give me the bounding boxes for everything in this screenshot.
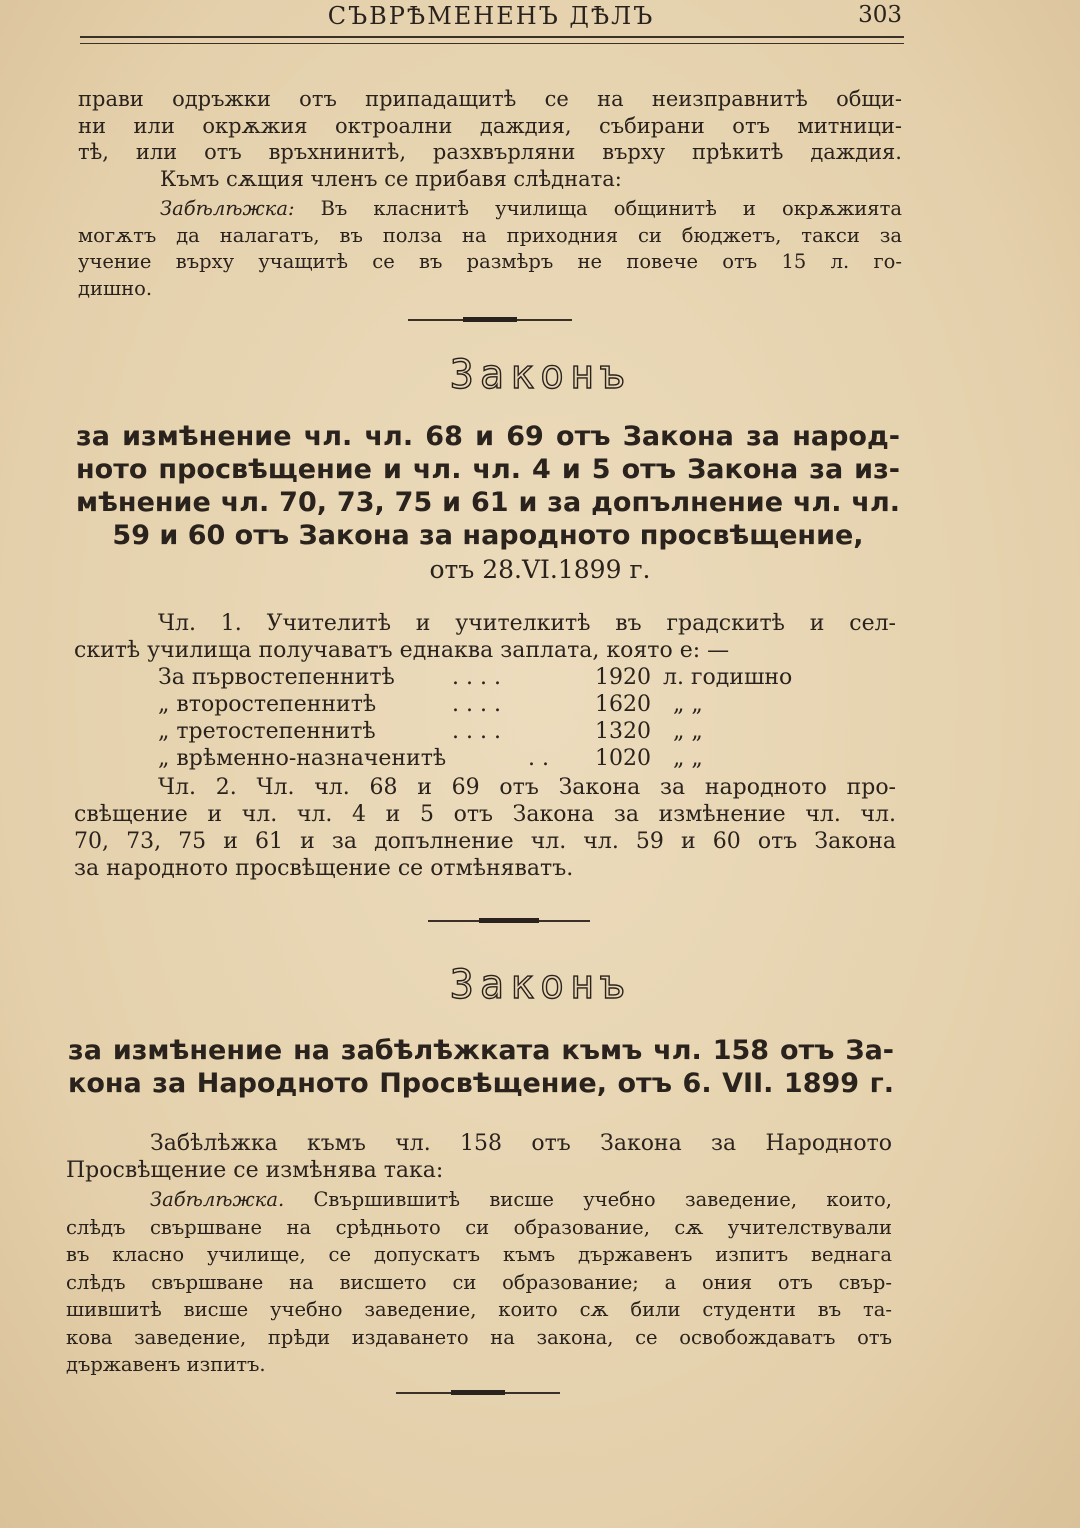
note-first-line	[78, 196, 902, 223]
heading-line: за измѣнение чл. чл. 68 и 69 отъ Закона за народ-	[76, 421, 900, 452]
salary-dots: . .	[528, 746, 549, 771]
law-title: Законъ	[449, 962, 631, 1008]
salary-amount: 1920	[595, 665, 651, 690]
text-line: прави одръжки отъ припадащитѣ се на неизправнитѣ общи-	[78, 87, 902, 111]
text-line: шившитѣ висше учебно заведение, които сѫ били студенти въ та-	[66, 1298, 892, 1321]
text-line: слѣдъ свършване на срѣдньото си образование, сѫ учителствували	[66, 1215, 892, 1239]
text-line: Чл. 2. Чл. чл. 68 и 69 отъ Закона за народното про-	[158, 775, 896, 800]
section-divider	[408, 319, 572, 321]
note-label: Забѣлѣжка.	[150, 1188, 285, 1211]
heading-line: за измѣнение на забѣлѣжката къмъ чл. 158 отъ За-	[68, 1035, 894, 1066]
running-header	[80, 0, 902, 36]
note-text: Въ класнитѣ училища общинитѣ и окрѫжията	[294, 197, 902, 220]
salary-label: „ третостепеннитѣ	[158, 719, 376, 744]
salary-dots: . . . .	[452, 692, 501, 717]
salary-amount: 1620	[595, 692, 651, 717]
text-line: могѫтъ да налагатъ, въ полза на приходния си бюджетъ, такси за	[78, 223, 902, 247]
text-line: слѣдъ свършване на висшето си образование; а ония отъ свър-	[66, 1270, 892, 1294]
intro-paragraph	[78, 86, 902, 192]
section-divider	[396, 1392, 560, 1394]
note-first-line	[66, 1186, 892, 1214]
salary-label: „ врѣменно-назначенитѣ	[158, 746, 447, 771]
text-line: учение върху учащитѣ се въ размѣръ не повече отъ 15 л. го-	[78, 250, 902, 273]
law2-note	[66, 1186, 892, 1379]
header-rule	[80, 36, 904, 44]
heading-line: мѣнение чл. 70, 73, 75 и 61 и за допълнение чл. чл.	[76, 487, 900, 518]
intro-note	[78, 196, 902, 302]
text-line: ни или окрѫжия октроални даждия, събирани отъ митници-	[78, 113, 902, 138]
salary-amount: 1020	[595, 746, 651, 771]
law-date: отъ 28.VI.1899 г.	[429, 555, 651, 584]
note-text: Свършившитѣ висше учебно заведение, които,	[284, 1188, 892, 1211]
note-label: Забѣлѣжка:	[160, 197, 295, 220]
salary-dots: . . . .	[452, 665, 501, 690]
heading-line: ното просвѣщение и чл. чл. 4 и 5 отъ Закона за из-	[76, 454, 900, 485]
heading-line: кона за Народното Просвѣщение, отъ 6. VII. 1899 г.	[68, 1068, 894, 1099]
text-line: за народното просвѣщение се отмѣняватъ.	[74, 856, 574, 881]
text-line: Забѣлѣжка къмъ чл. 158 отъ Закона за Народното	[150, 1131, 892, 1156]
text-line: кова заведение, прѣди издаването на закона, се освобождаватъ отъ	[66, 1325, 892, 1349]
text-line: Просвѣщение се измѣнява така:	[66, 1158, 444, 1183]
text-line: тѣ, или отъ връхнинитѣ, разхвърляни върху прѣкитѣ даждия.	[78, 140, 902, 164]
text-line: дишно.	[78, 276, 153, 300]
salary-unit: л. годишно	[663, 665, 793, 690]
law-heading	[76, 420, 900, 552]
section-divider	[428, 920, 590, 922]
text-line: Чл. 1. Учителитѣ и учителкитѣ въ градскитѣ и сел-	[158, 611, 896, 636]
article-2	[74, 774, 896, 882]
salary-unit: „ „	[673, 692, 703, 717]
salary-label: За първостепеннитѣ	[158, 665, 395, 690]
salary-label: „ второстепеннитѣ	[158, 692, 377, 717]
law-heading	[68, 1034, 894, 1100]
text-line: 70, 73, 75 и 61 и за допълнение чл. чл. 59 и 60 отъ Закона	[74, 829, 896, 854]
salary-dots: . . . .	[452, 719, 501, 744]
text-line: държавенъ изпитъ.	[66, 1353, 266, 1376]
article-1	[74, 610, 896, 664]
salary-amount: 1320	[595, 719, 651, 744]
page-number: 303	[858, 2, 902, 28]
law2-intro	[66, 1130, 892, 1184]
addition-line: Къмъ сѫщия членъ се прибавя слѣдната:	[160, 166, 622, 191]
section-title: СЪВРѢМЕНЕНЪ ДѢЛЪ	[327, 2, 655, 30]
heading-line: 59 и 60 отъ Закона за народното просвѣщение,	[112, 520, 864, 551]
text-line: въ класно училище, се допускатъ къмъ държавенъ изпитъ веднага	[66, 1243, 892, 1266]
salary-unit: „ „	[673, 719, 703, 744]
salary-unit: „ „	[673, 746, 703, 771]
text-line: скитѣ училища получаватъ еднаква заплата, която е: —	[74, 638, 730, 663]
law-title: Законъ	[449, 352, 631, 398]
text-line: свѣщение и чл. чл. 4 и 5 отъ Закона за измѣнение чл. чл.	[74, 802, 896, 827]
